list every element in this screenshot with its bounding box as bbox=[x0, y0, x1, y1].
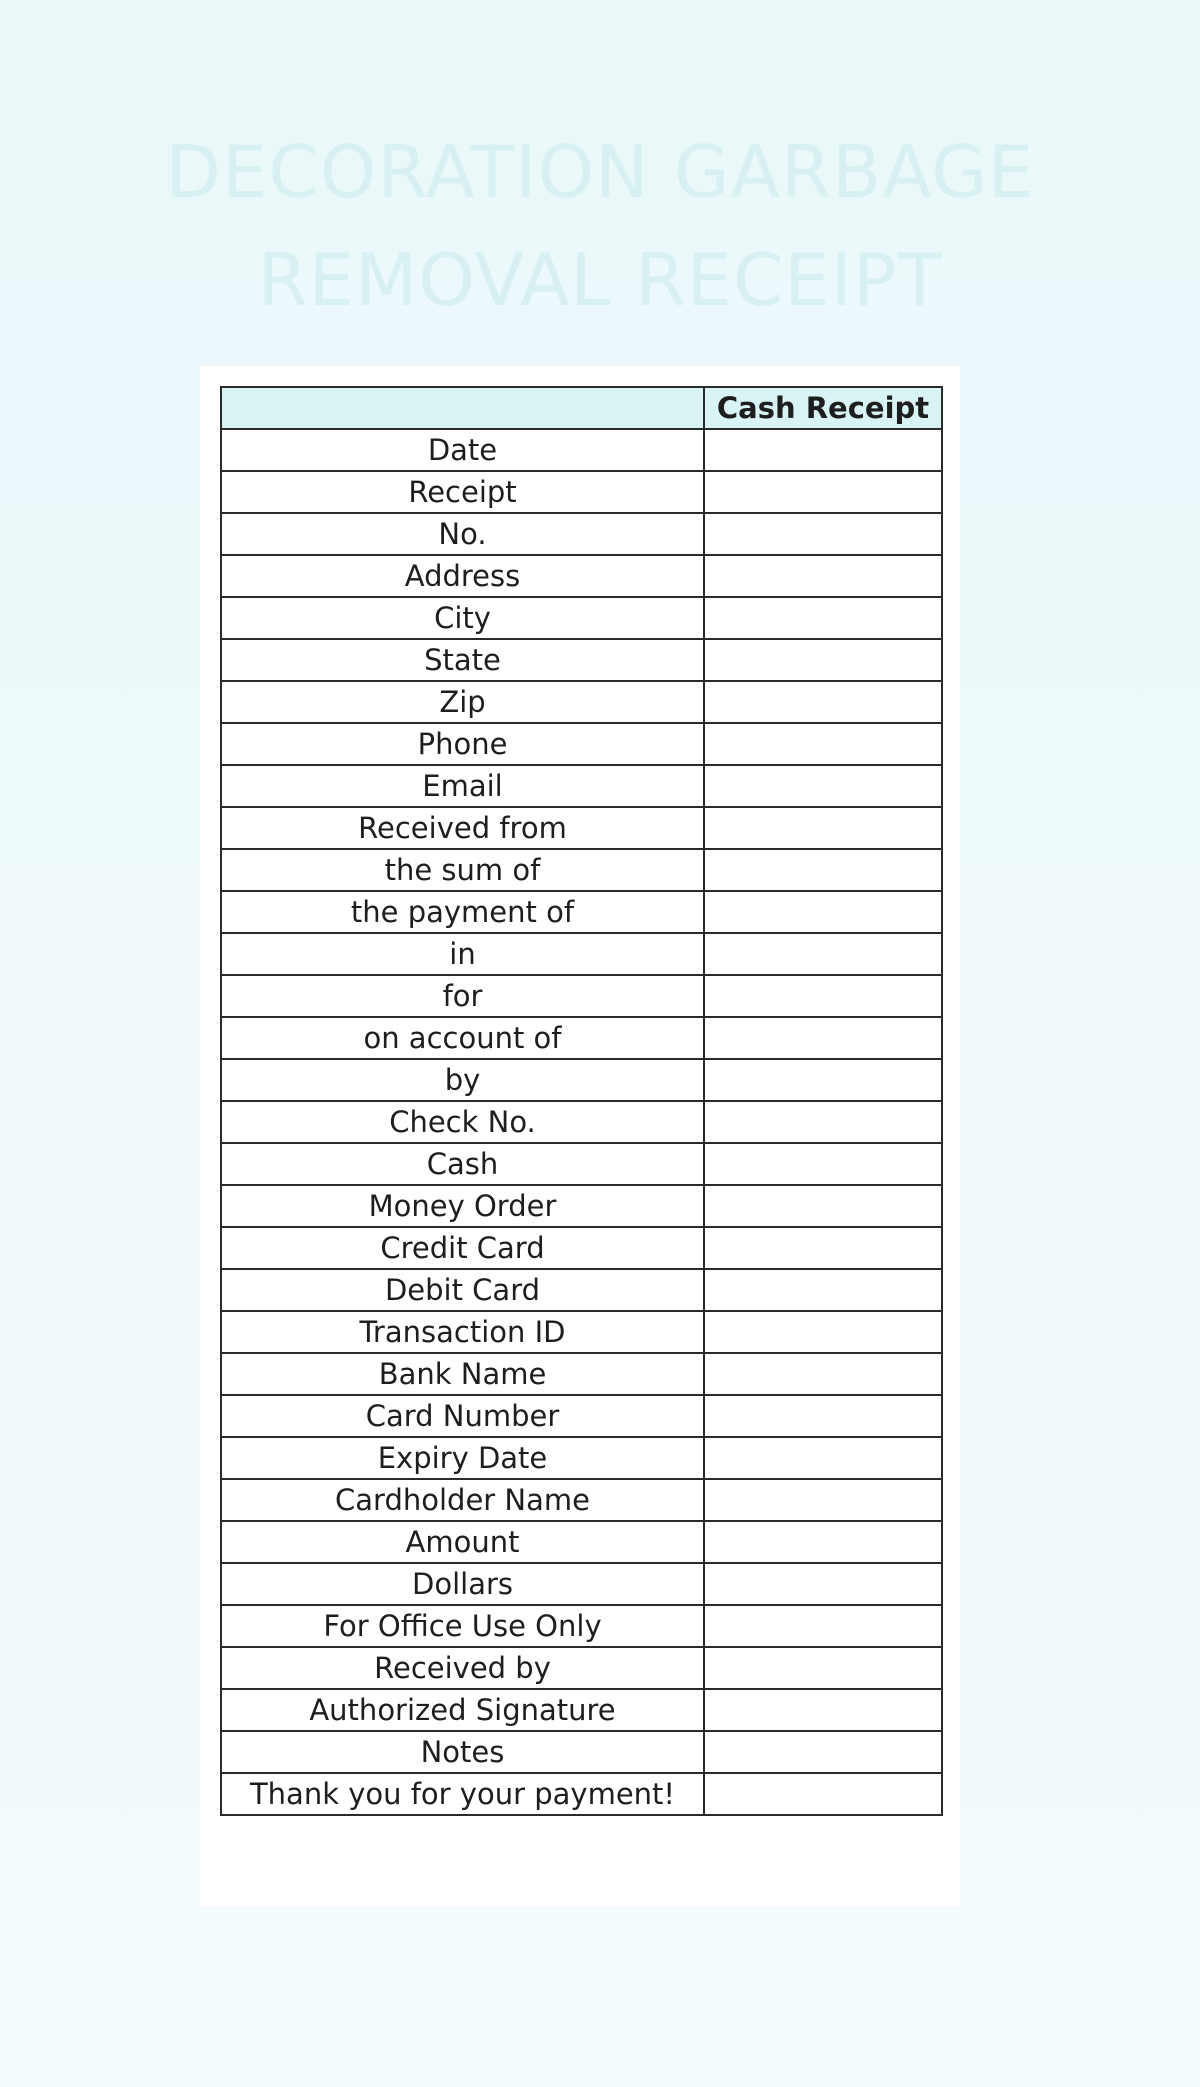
row-value-field[interactable] bbox=[704, 681, 942, 723]
row-value-field[interactable] bbox=[704, 1479, 942, 1521]
table-row bbox=[221, 1311, 942, 1353]
table-row bbox=[221, 933, 942, 975]
table-row bbox=[221, 1689, 942, 1731]
table-row bbox=[221, 1353, 942, 1395]
row-value-field[interactable] bbox=[704, 1017, 942, 1059]
row-value-field[interactable] bbox=[704, 1437, 942, 1479]
table-row bbox=[221, 429, 942, 471]
row-label: on account of bbox=[221, 1017, 704, 1059]
table-row bbox=[221, 1143, 942, 1185]
row-value-field[interactable] bbox=[704, 1773, 942, 1815]
row-label: by bbox=[221, 1059, 704, 1101]
table-row bbox=[221, 1059, 942, 1101]
header-cash-receipt: Cash Receipt bbox=[704, 387, 942, 429]
table-header-row bbox=[221, 387, 942, 429]
title-line-1: DECORATION GARBAGE bbox=[165, 130, 1035, 214]
table-row bbox=[221, 1101, 942, 1143]
row-value-field[interactable] bbox=[704, 723, 942, 765]
row-value-field[interactable] bbox=[704, 933, 942, 975]
table-row bbox=[221, 1269, 942, 1311]
row-label: State bbox=[221, 639, 704, 681]
title-line-2: REMOVAL RECEIPT bbox=[257, 238, 943, 322]
row-value-field[interactable] bbox=[704, 1059, 942, 1101]
row-value-field[interactable] bbox=[704, 1227, 942, 1269]
row-value-field[interactable] bbox=[704, 891, 942, 933]
row-label: Date bbox=[221, 429, 704, 471]
table-row bbox=[221, 1647, 942, 1689]
row-label: Expiry Date bbox=[221, 1437, 704, 1479]
row-label: in bbox=[221, 933, 704, 975]
row-label: Check No. bbox=[221, 1101, 704, 1143]
table-row bbox=[221, 891, 942, 933]
table-row bbox=[221, 765, 942, 807]
row-value-field[interactable] bbox=[704, 1689, 942, 1731]
table-row bbox=[221, 849, 942, 891]
row-label: Authorized Signature bbox=[221, 1689, 704, 1731]
table-row bbox=[221, 1563, 942, 1605]
table-row bbox=[221, 1773, 942, 1815]
row-label: Phone bbox=[221, 723, 704, 765]
row-value-field[interactable] bbox=[704, 1311, 942, 1353]
table-row bbox=[221, 1227, 942, 1269]
row-label: No. bbox=[221, 513, 704, 555]
row-label: Receipt bbox=[221, 471, 704, 513]
row-label: Debit Card bbox=[221, 1269, 704, 1311]
table-row bbox=[221, 513, 942, 555]
table-row bbox=[221, 1521, 942, 1563]
row-value-field[interactable] bbox=[704, 1647, 942, 1689]
row-value-field[interactable] bbox=[704, 765, 942, 807]
row-label: Zip bbox=[221, 681, 704, 723]
row-label: Cardholder Name bbox=[221, 1479, 704, 1521]
row-label: Email bbox=[221, 765, 704, 807]
row-value-field[interactable] bbox=[704, 639, 942, 681]
row-label: Address bbox=[221, 555, 704, 597]
table-row bbox=[221, 975, 942, 1017]
row-label: Thank you for your payment! bbox=[221, 1773, 704, 1815]
row-value-field[interactable] bbox=[704, 513, 942, 555]
table-row bbox=[221, 639, 942, 681]
row-label: the sum of bbox=[221, 849, 704, 891]
table-row bbox=[221, 1479, 942, 1521]
table-row bbox=[221, 1017, 942, 1059]
row-value-field[interactable] bbox=[704, 1563, 942, 1605]
table-row bbox=[221, 1395, 942, 1437]
table-row bbox=[221, 681, 942, 723]
table-row bbox=[221, 555, 942, 597]
row-value-field[interactable] bbox=[704, 555, 942, 597]
row-label: Money Order bbox=[221, 1185, 704, 1227]
row-label: Transaction ID bbox=[221, 1311, 704, 1353]
row-label: Bank Name bbox=[221, 1353, 704, 1395]
row-label: for bbox=[221, 975, 704, 1017]
table-row bbox=[221, 1605, 942, 1647]
row-value-field[interactable] bbox=[704, 1605, 942, 1647]
row-value-field[interactable] bbox=[704, 807, 942, 849]
row-value-field[interactable] bbox=[704, 1521, 942, 1563]
table-row bbox=[221, 1437, 942, 1479]
table-row bbox=[221, 471, 942, 513]
header-label-cell bbox=[221, 387, 704, 429]
row-label: City bbox=[221, 597, 704, 639]
row-label: Received from bbox=[221, 807, 704, 849]
row-value-field[interactable] bbox=[704, 1353, 942, 1395]
row-value-field[interactable] bbox=[704, 429, 942, 471]
row-value-field[interactable] bbox=[704, 471, 942, 513]
row-value-field[interactable] bbox=[704, 1269, 942, 1311]
row-label: Cash bbox=[221, 1143, 704, 1185]
row-value-field[interactable] bbox=[704, 1143, 942, 1185]
row-label: Credit Card bbox=[221, 1227, 704, 1269]
document-title bbox=[0, 118, 1200, 334]
row-label: For Office Use Only bbox=[221, 1605, 704, 1647]
row-label: Card Number bbox=[221, 1395, 704, 1437]
row-value-field[interactable] bbox=[704, 975, 942, 1017]
table-row bbox=[221, 597, 942, 639]
row-label: Amount bbox=[221, 1521, 704, 1563]
receipt-table bbox=[220, 386, 943, 1816]
row-value-field[interactable] bbox=[704, 1731, 942, 1773]
row-value-field[interactable] bbox=[704, 597, 942, 639]
row-value-field[interactable] bbox=[704, 1395, 942, 1437]
row-label: Received by bbox=[221, 1647, 704, 1689]
table-row bbox=[221, 807, 942, 849]
row-value-field[interactable] bbox=[704, 1101, 942, 1143]
row-label: the payment of bbox=[221, 891, 704, 933]
row-value-field[interactable] bbox=[704, 1185, 942, 1227]
table-row bbox=[221, 723, 942, 765]
table-row bbox=[221, 1185, 942, 1227]
row-label: Dollars bbox=[221, 1563, 704, 1605]
row-label: Notes bbox=[221, 1731, 704, 1773]
row-value-field[interactable] bbox=[704, 849, 942, 891]
table-row bbox=[221, 1731, 942, 1773]
receipt-rows bbox=[221, 429, 942, 1815]
